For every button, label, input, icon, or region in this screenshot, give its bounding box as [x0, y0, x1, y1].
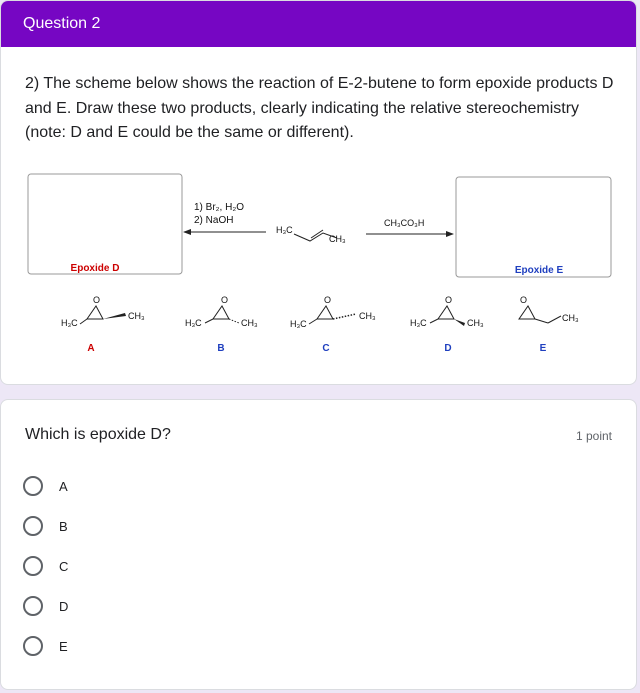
svg-text:H₃C: H₃C [290, 319, 307, 329]
svg-text:CH₃: CH₃ [128, 311, 145, 321]
radio-e[interactable] [23, 636, 43, 656]
question-text: 2) The scheme below shows the reaction of E-2-butene to form epoxide products D and E. Draw these two products, clearly indicating the relative stereochemistry (note: D and E could be the same or different). [25, 75, 614, 141]
epoxide-e-label: Epoxide E [514, 265, 564, 276]
svg-text:CH₃: CH₃ [359, 311, 376, 321]
svg-text:O: O [445, 295, 453, 305]
svg-text:H₃C: H₃C [61, 318, 78, 328]
option-d-label: D [59, 598, 69, 614]
epoxide-option-b [185, 295, 258, 354]
epoxide-option-a [61, 295, 145, 354]
option-d-letter: D [444, 343, 452, 354]
start-left-group: H₃C [276, 225, 293, 235]
epoxide-option-c [290, 295, 376, 354]
svg-text:H₃C: H₃C [185, 318, 202, 328]
svg-text:H₃C: H₃C [410, 318, 427, 328]
epoxide-option-e [519, 295, 579, 354]
option-d[interactable] [23, 595, 68, 617]
svg-text:CH₃: CH₃ [562, 313, 579, 323]
option-b-letter: B [217, 343, 225, 354]
epoxide-e-box [456, 177, 611, 277]
option-c-label: C [59, 558, 69, 574]
svg-text:O: O [221, 295, 229, 305]
option-a-letter: A [87, 343, 95, 354]
svg-text:O: O [324, 295, 332, 305]
option-a[interactable] [23, 475, 68, 497]
question-header: Question 2 [1, 1, 636, 47]
option-e-label: E [59, 638, 68, 654]
radio-d[interactable] [23, 596, 43, 616]
option-e-letter: E [539, 343, 547, 354]
points-label: 1 point [575, 429, 612, 443]
option-a-label: A [59, 478, 68, 494]
start-right-group: CH₃ [329, 234, 346, 244]
option-c[interactable] [23, 555, 68, 577]
quiz-prompt: Which is epoxide D? [25, 426, 171, 443]
radio-b[interactable] [23, 516, 43, 536]
epoxide-d-label: Epoxide D [70, 263, 120, 274]
option-b[interactable] [23, 515, 68, 537]
svg-text:O: O [520, 295, 528, 305]
option-b-label: B [59, 518, 68, 534]
option-e[interactable] [23, 635, 68, 657]
radio-c[interactable] [23, 556, 43, 576]
reagent-right: CH₃CO₃H [384, 218, 425, 228]
epoxide-option-d [410, 295, 484, 354]
radio-a[interactable] [23, 476, 43, 496]
epoxide-d-box [28, 174, 182, 274]
reagent-left-2: 2) NaOH [194, 215, 234, 226]
reagent-left-1: 1) Br₂, H₂O [194, 202, 244, 213]
answer-card [0, 399, 637, 690]
svg-text:CH₃: CH₃ [467, 318, 484, 328]
svg-text:O: O [93, 295, 101, 305]
option-c-letter: C [322, 343, 330, 354]
svg-text:CH₃: CH₃ [241, 318, 258, 328]
reaction-scheme [1, 161, 637, 361]
